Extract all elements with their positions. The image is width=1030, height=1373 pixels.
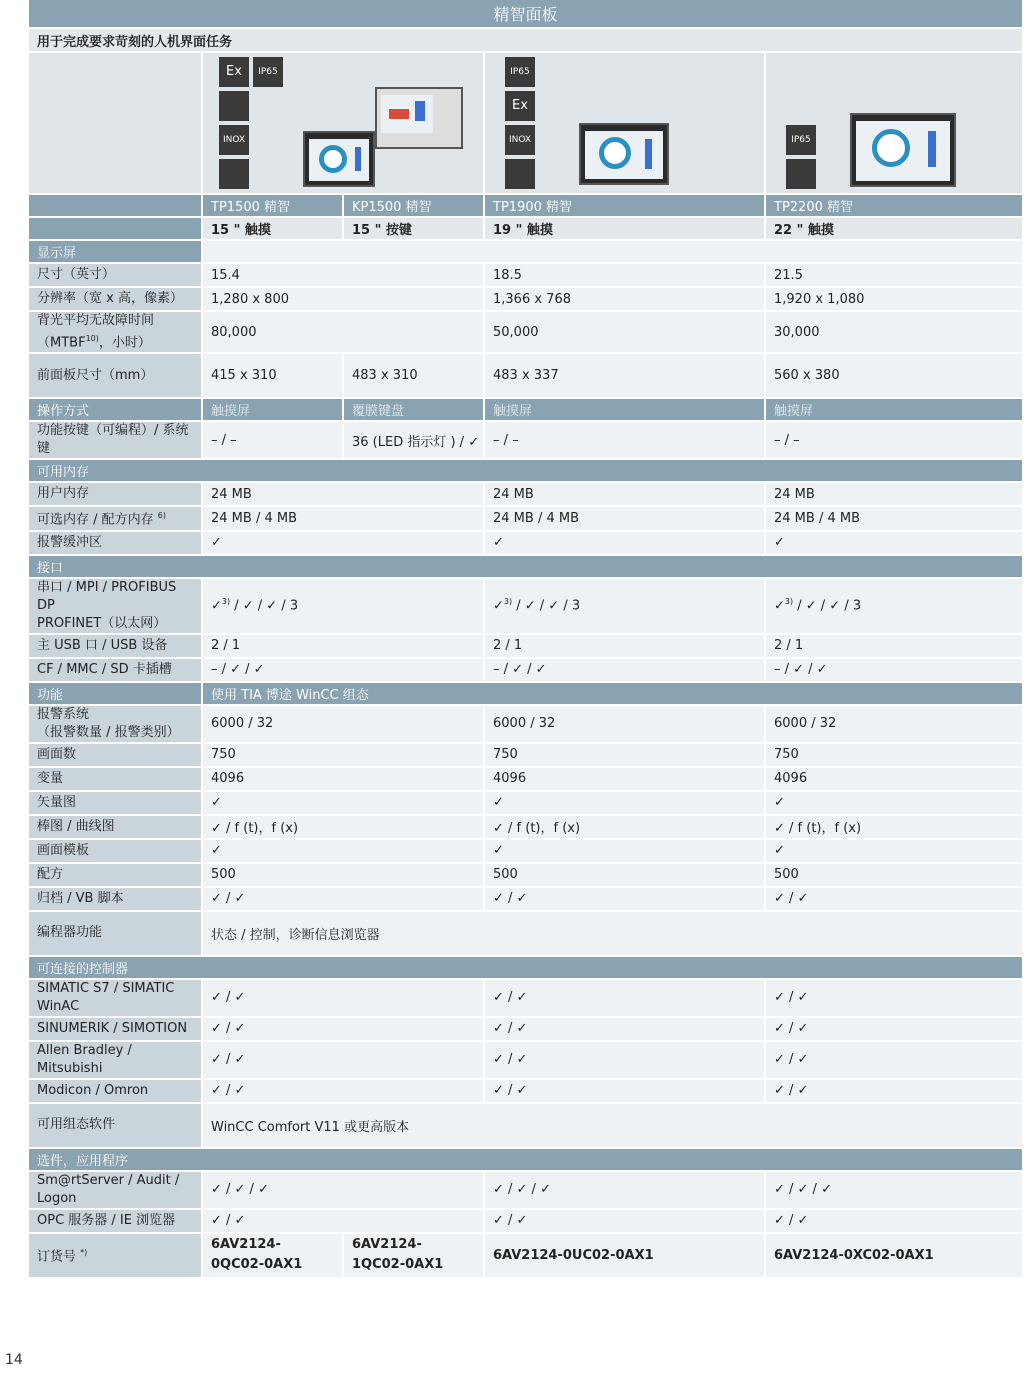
temperature-icon bbox=[219, 91, 249, 121]
table-row: 画面模板 ✓ ✓ ✓ bbox=[29, 839, 1022, 863]
table-row: 报警系统 （报警数量 / 报警类别） 6000 / 32 6000 / 32 6000 / 32 bbox=[29, 705, 1022, 743]
tp2200-panel-image bbox=[850, 113, 956, 187]
ip65-badge-icon: IP65 bbox=[505, 57, 535, 87]
operation-row: 操作方式 触摸屏 覆膜键盘 触摸屏 触摸屏 bbox=[29, 398, 1022, 421]
inox-badge-icon: INOX bbox=[219, 125, 249, 155]
model-tp1500: TP1500 精智 bbox=[202, 194, 343, 217]
product-images-row bbox=[29, 52, 1022, 194]
section-options: 选件，应用程序 bbox=[29, 1148, 1022, 1171]
table-title: 精智面板 bbox=[29, 0, 1022, 28]
tp1500-panel-image bbox=[303, 131, 375, 187]
mtbf-label: 背光平均无故障时间 （MTBF$^{10)}$，小时） bbox=[29, 311, 202, 353]
table-row: Modicon / Omron ✓ / ✓ ✓ / ✓ ✓ / ✓ bbox=[29, 1079, 1022, 1103]
table-row: 尺寸（英寸） 15.4 18.5 21.5 bbox=[29, 263, 1022, 287]
table-row: 配方 500 500 500 bbox=[29, 863, 1022, 887]
kp1500-panel-image bbox=[375, 87, 463, 149]
size-tp2200: 22 " 触摸 bbox=[765, 217, 1022, 240]
spec-table bbox=[29, 0, 1022, 1279]
order-tp2200: 6AV2124-0XC02-0AX1 bbox=[765, 1233, 1022, 1278]
page-number: 14 bbox=[5, 1352, 23, 1368]
order-tp1900: 6AV2124-0UC02-0AX1 bbox=[484, 1233, 765, 1278]
size-tp1500: 15 " 触摸 bbox=[202, 217, 343, 240]
table-row: 功能按键（可编程）/ 系统键 – / – 36 (LED 指示灯 ) / ✓ – / – – / – bbox=[29, 421, 1022, 459]
section-controllers: 可连接的控制器 bbox=[29, 956, 1022, 979]
model-tp2200: TP2200 精智 bbox=[765, 194, 1022, 217]
size-kp1500: 15 " 按键 bbox=[343, 217, 484, 240]
section-memory: 可用内存 bbox=[29, 459, 1022, 482]
table-row: CF / MMC / SD 卡插槽 – / ✓ / ✓ – / ✓ / ✓ – / ✓ / ✓ bbox=[29, 658, 1022, 682]
ip65-badge-icon: IP65 bbox=[253, 57, 283, 87]
table-row: SIMATIC S7 / SIMATIC WinAC ✓ / ✓ ✓ / ✓ ✓ / ✓ bbox=[29, 979, 1022, 1017]
table-row: 矢量图 ✓ ✓ ✓ bbox=[29, 791, 1022, 815]
section-label: 显示屏 bbox=[29, 240, 202, 263]
section-interfaces: 接口 bbox=[29, 555, 1022, 578]
ex-badge-icon: Ex bbox=[219, 57, 249, 87]
table-row: SINUMERIK / SIMOTION ✓ / ✓ ✓ / ✓ ✓ / ✓ bbox=[29, 1017, 1022, 1041]
tp1900-panel-image bbox=[579, 123, 669, 185]
table-row: 棒图 / 曲线图 ✓ / f (t)，f (x) ✓ / f (t)，f (x) ✓ / f (t)，f (x) bbox=[29, 815, 1022, 839]
model-name-row bbox=[29, 194, 1022, 217]
spec-sheet bbox=[29, 0, 1022, 1279]
table-row: OPC 服务器 / IE 浏览器 ✓ / ✓ ✓ / ✓ ✓ / ✓ bbox=[29, 1209, 1022, 1233]
model-tp1900: TP1900 精智 bbox=[484, 194, 765, 217]
table-row: Sm@rtServer / Audit / Logon ✓ / ✓ / ✓ ✓ / ✓ / ✓ ✓ / ✓ / ✓ bbox=[29, 1171, 1022, 1209]
table-row: 画面数 750 750 750 bbox=[29, 743, 1022, 767]
table-row: 可用组态软件 WinCC Comfort V11 或更高版本 bbox=[29, 1103, 1022, 1148]
order-tp1500: 6AV2124- 0QC02-0AX1 bbox=[202, 1233, 343, 1278]
section-display bbox=[29, 240, 1022, 263]
table-row: 串口 / MPI / PROFIBUS DP PROFINET（以太网） ✓$^{3)}$ / ✓ / ✓ / 3 ✓$^{3)}$ / ✓ / ✓ / 3 ✓$^{3)}$ / ✓ / ✓ / 3 bbox=[29, 578, 1022, 634]
table-row: 背光平均无故障时间 （MTBF$^{10)}$，小时） 80,000 50,000 30,000 bbox=[29, 311, 1022, 353]
table-row: Allen Bradley / Mitsubishi ✓ / ✓ ✓ / ✓ ✓ / ✓ bbox=[29, 1041, 1022, 1079]
table-subtitle: 用于完成要求苛刻的人机界面任务 bbox=[29, 28, 1022, 52]
table-row: 报警缓冲区 ✓ ✓ ✓ bbox=[29, 531, 1022, 555]
environment-icon bbox=[786, 159, 816, 189]
ex-badge-icon: Ex bbox=[505, 91, 535, 121]
section-functions: 功能 使用 TIA 博途 WinCC 组态 bbox=[29, 682, 1022, 705]
table-row: 归档 / VB 脚本 ✓ / ✓ ✓ / ✓ ✓ / ✓ bbox=[29, 887, 1022, 911]
inox-badge-icon: INOX bbox=[505, 125, 535, 155]
size-tp1900: 19 " 触摸 bbox=[484, 217, 765, 240]
tp1500-kp1500-images bbox=[202, 52, 484, 194]
tp2200-images bbox=[765, 52, 1022, 194]
table-row: 主 USB 口 / USB 设备 2 / 1 2 / 1 2 / 1 bbox=[29, 634, 1022, 658]
ip65-badge-icon: IP65 bbox=[786, 125, 816, 155]
table-row: 编程器功能 状态 / 控制，诊断信息浏览器 bbox=[29, 911, 1022, 956]
order-number-row: 订货号 *) 6AV2124- 0QC02-0AX1 6AV2124- 1QC02-0AX1 6AV2124-0UC02-0AX1 6AV2124-0XC02-0AX1 bbox=[29, 1233, 1022, 1278]
environment-icon bbox=[505, 159, 535, 189]
model-size-row bbox=[29, 217, 1022, 240]
table-row: 变量 4096 4096 4096 bbox=[29, 767, 1022, 791]
table-row: 分辨率（宽 x 高，像素） 1,280 x 800 1,366 x 768 1,920 x 1,080 bbox=[29, 287, 1022, 311]
table-row: 用户内存 24 MB 24 MB 24 MB bbox=[29, 482, 1022, 506]
table-row: 前面板尺寸（mm） 415 x 310 483 x 310 483 x 337 560 x 380 bbox=[29, 353, 1022, 398]
model-kp1500: KP1500 精智 bbox=[343, 194, 484, 217]
tp1900-images bbox=[484, 52, 765, 194]
order-kp1500: 6AV2124- 1QC02-0AX1 bbox=[343, 1233, 484, 1278]
environment-icon bbox=[219, 159, 249, 189]
table-row: 可选内存 / 配方内存 $^{6)}$ 24 MB / 4 MB 24 MB / 4 MB 24 MB / 4 MB bbox=[29, 506, 1022, 530]
